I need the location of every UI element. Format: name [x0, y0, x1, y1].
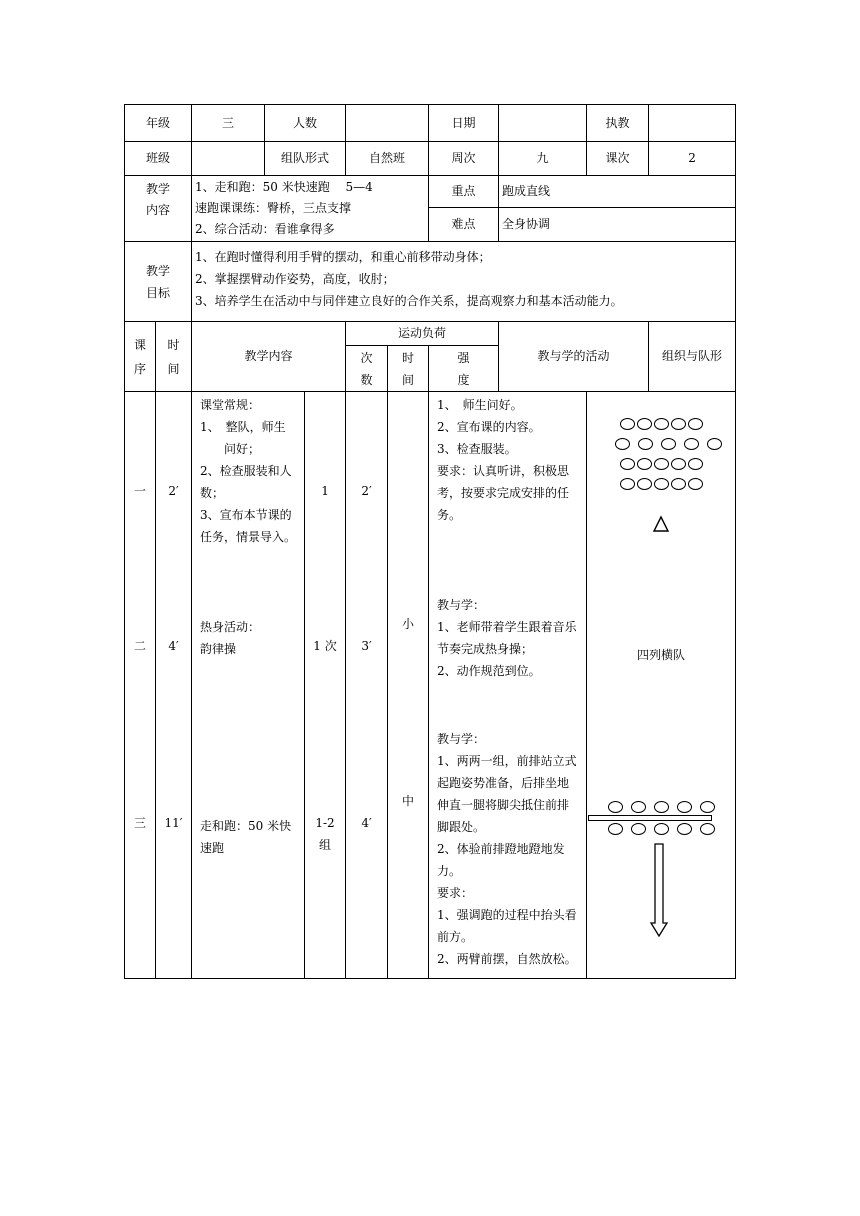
- duration-3: 4′: [361, 816, 372, 830]
- seq-1: 一: [133, 484, 146, 498]
- content-line: 速跑课课练：臀桥，三点支撑: [195, 201, 352, 215]
- intensity-3: 中: [402, 794, 415, 808]
- activity-3-line: 1、强调跑的过程中抬头看: [437, 908, 577, 922]
- col-seq-2: 序: [133, 361, 146, 376]
- team-form-label: 组队形式: [265, 142, 346, 176]
- activity-1-line: 2、宣布课的内容。: [437, 420, 541, 434]
- student-circle: [620, 478, 635, 490]
- col-teaching-content: 教学内容: [192, 322, 346, 392]
- student-circle: [661, 438, 676, 450]
- content-3-line: 走和跑：50 米快: [200, 819, 292, 833]
- goals-label-2: 目标: [146, 285, 171, 300]
- activity-1-line: 务。: [437, 508, 462, 522]
- week-value: 九: [499, 142, 587, 176]
- date-label: 日期: [429, 105, 499, 142]
- formation-row: [587, 823, 735, 835]
- formation-row: [587, 458, 735, 470]
- student-circle: [654, 801, 669, 813]
- col-time-1: 时: [167, 337, 180, 352]
- student-circle: [608, 801, 623, 813]
- seq-cell: [125, 392, 156, 979]
- student-circle: [677, 823, 692, 835]
- activity-3-line: 力。: [437, 864, 462, 878]
- goal-line: 3、培养学生在活动中与同伴建立良好的合作关系，提高观察力和基本活动能力。: [195, 294, 623, 308]
- formation-diagram-3: [587, 801, 735, 939]
- content-2-line: 韵律操: [200, 642, 237, 656]
- formation-row: [587, 801, 735, 813]
- activity-2-line: 教与学：: [437, 598, 486, 612]
- key-value: 跑成直线: [499, 176, 736, 208]
- col-seq-1: 课: [133, 337, 146, 352]
- activities-cell: [429, 392, 587, 979]
- activity-3-line: 要求：: [437, 886, 474, 900]
- count-value: [346, 105, 429, 142]
- goals-label: [125, 242, 192, 322]
- lesson-no-value: 2: [649, 142, 736, 176]
- col-seq: [125, 322, 156, 392]
- student-circle: [677, 801, 692, 813]
- col-intensity: [429, 346, 499, 392]
- formation-label-four-rows: 四列横队: [637, 648, 686, 662]
- col-intensity-1: 强: [457, 350, 470, 365]
- col-duration-2: 间: [402, 372, 415, 387]
- teacher-triangle-icon: [587, 514, 735, 540]
- duration-2: 3′: [361, 639, 372, 653]
- student-circle: [637, 418, 652, 430]
- activity-3-line: 1、两两一组，前排站立式: [437, 754, 577, 768]
- content-line: 1、走和跑：50 米快速跑 5—4: [195, 180, 373, 194]
- header-row-2: [125, 142, 736, 176]
- col-intensity-2: 度: [457, 372, 470, 387]
- student-circle: [700, 801, 715, 813]
- activity-3-line: 脚跟处。: [437, 820, 486, 834]
- content-line: 2、综合活动：看谁拿得多: [195, 222, 335, 236]
- student-circle: [654, 458, 669, 470]
- content-3-line: 速跑: [200, 841, 225, 855]
- student-circle: [688, 478, 703, 490]
- class-label: 班级: [125, 142, 192, 176]
- seq-3: 三: [133, 816, 146, 830]
- content-1-line: 1、 整队，师生: [200, 420, 286, 434]
- activity-3-line: 教与学：: [437, 732, 486, 746]
- student-circle: [671, 418, 686, 430]
- activity-1-line: 要求：认真听讲，积极思: [437, 464, 570, 478]
- content-1-line: 3、宣布本节课的: [200, 508, 292, 522]
- time-cell: [156, 392, 192, 979]
- student-circle: [671, 458, 686, 470]
- formation-row: [587, 418, 735, 430]
- col-times-2: 数: [360, 372, 373, 387]
- activity-3-line: 伸直一腿将脚尖抵住前排: [437, 798, 570, 812]
- activity-2-line: 2、动作规范到位。: [437, 664, 541, 678]
- times-3b: 组: [319, 838, 332, 852]
- student-circle: [631, 801, 646, 813]
- content-1-line: 任务，情景导入。: [200, 530, 297, 544]
- student-circle: [688, 418, 703, 430]
- intensity-2: 小: [402, 617, 415, 631]
- activity-3-line: 起跑姿势准备，后排坐地: [437, 776, 570, 790]
- goals-lines: [192, 242, 736, 322]
- formation-row: [587, 478, 735, 490]
- content-1-line: 问好；: [200, 442, 261, 456]
- student-circle: [620, 458, 635, 470]
- student-circle: [707, 438, 722, 450]
- teacher-label: 执教: [587, 105, 649, 142]
- time-1: 2′: [168, 484, 179, 498]
- content-1-line: 2、检查服装和人: [200, 464, 292, 478]
- col-time: [156, 322, 192, 392]
- formation-diagram-1: [587, 418, 735, 540]
- key-label: 重点: [429, 176, 499, 208]
- student-circle: [654, 418, 669, 430]
- intensity-cell: [388, 392, 429, 979]
- lesson-body-row: [125, 392, 736, 979]
- times-cell: [305, 392, 346, 979]
- col-times-1: 次: [360, 350, 373, 365]
- student-circle: [631, 823, 646, 835]
- duration-cell: [346, 392, 388, 979]
- student-circle: [654, 478, 669, 490]
- time-2: 4′: [168, 639, 179, 653]
- col-activities: 教与学的活动: [499, 322, 649, 392]
- goals-label-1: 教学: [146, 263, 171, 278]
- activity-1-line: 考，按要求完成安排的任: [437, 486, 570, 500]
- date-value: [499, 105, 587, 142]
- start-line: [588, 815, 712, 821]
- content-1-line: 数；: [200, 486, 225, 500]
- team-form-value: 自然班: [346, 142, 429, 176]
- col-times: [346, 346, 388, 392]
- content-2-line: 热身活动：: [200, 620, 261, 634]
- formation-row: [587, 438, 735, 450]
- content-label-2: 内容: [146, 203, 171, 217]
- student-circle: [637, 478, 652, 490]
- times-3a: 1-2: [315, 816, 335, 830]
- activity-1-line: 3、检查服装。: [437, 442, 517, 456]
- column-header-row-1: [125, 322, 736, 346]
- activity-3-line: 2、两臂前摆，自然放松。: [437, 952, 577, 966]
- goal-line: 2、掌握摆臂动作姿势，高度，收肘；: [195, 272, 395, 286]
- student-circle: [654, 823, 669, 835]
- student-circle: [638, 438, 653, 450]
- times-1: 1: [321, 484, 329, 498]
- difficulty-value: 全身协调: [499, 208, 736, 242]
- lesson-plan-table: [124, 104, 736, 979]
- lesson-no-label: 课次: [587, 142, 649, 176]
- content-lines: [192, 176, 429, 242]
- col-duration-1: 时: [402, 350, 415, 365]
- student-circle: [637, 458, 652, 470]
- class-value: [192, 142, 265, 176]
- col-organization: 组织与队形: [649, 322, 736, 392]
- activity-2-line: 1、老师带着学生跟着音乐: [437, 620, 577, 634]
- difficulty-label: 难点: [429, 208, 499, 242]
- count-label: 人数: [265, 105, 346, 142]
- activity-3-line: 前方。: [437, 930, 474, 944]
- student-circle: [684, 438, 699, 450]
- student-circle: [688, 458, 703, 470]
- week-label: 周次: [429, 142, 499, 176]
- teacher-value: [649, 105, 736, 142]
- student-circle: [608, 823, 623, 835]
- content-1-line: 课堂常规：: [200, 398, 261, 412]
- goals-row: [125, 242, 736, 322]
- grade-label: 年级: [125, 105, 192, 142]
- content-label-1: 教学: [146, 182, 171, 196]
- col-load: 运动负荷: [346, 322, 499, 346]
- student-circle: [615, 438, 630, 450]
- content-row: [125, 176, 736, 208]
- arrow-down-icon: [587, 843, 735, 939]
- header-row-1: [125, 105, 736, 142]
- col-time-2: 间: [167, 361, 180, 376]
- activity-3-line: 2、体验前排蹬地蹬地发: [437, 842, 565, 856]
- goal-line: 1、在跑时懂得利用手臂的摆动，和重心前移带动身体；: [195, 250, 491, 264]
- seq-2: 二: [133, 639, 146, 653]
- duration-1: 2′: [361, 484, 372, 498]
- activity-1-line: 1、 师生问好。: [437, 398, 523, 412]
- grade-value: 三: [192, 105, 265, 142]
- content-label: [125, 176, 192, 242]
- times-2: 1 次: [313, 639, 337, 653]
- activity-2-line: 节奏完成热身操；: [437, 642, 534, 656]
- organization-cell: [587, 392, 736, 979]
- col-duration: [388, 346, 429, 392]
- student-circle: [671, 478, 686, 490]
- student-circle: [700, 823, 715, 835]
- student-circle: [620, 418, 635, 430]
- teaching-content-cell: [192, 392, 305, 979]
- time-3: 11′: [164, 816, 183, 830]
